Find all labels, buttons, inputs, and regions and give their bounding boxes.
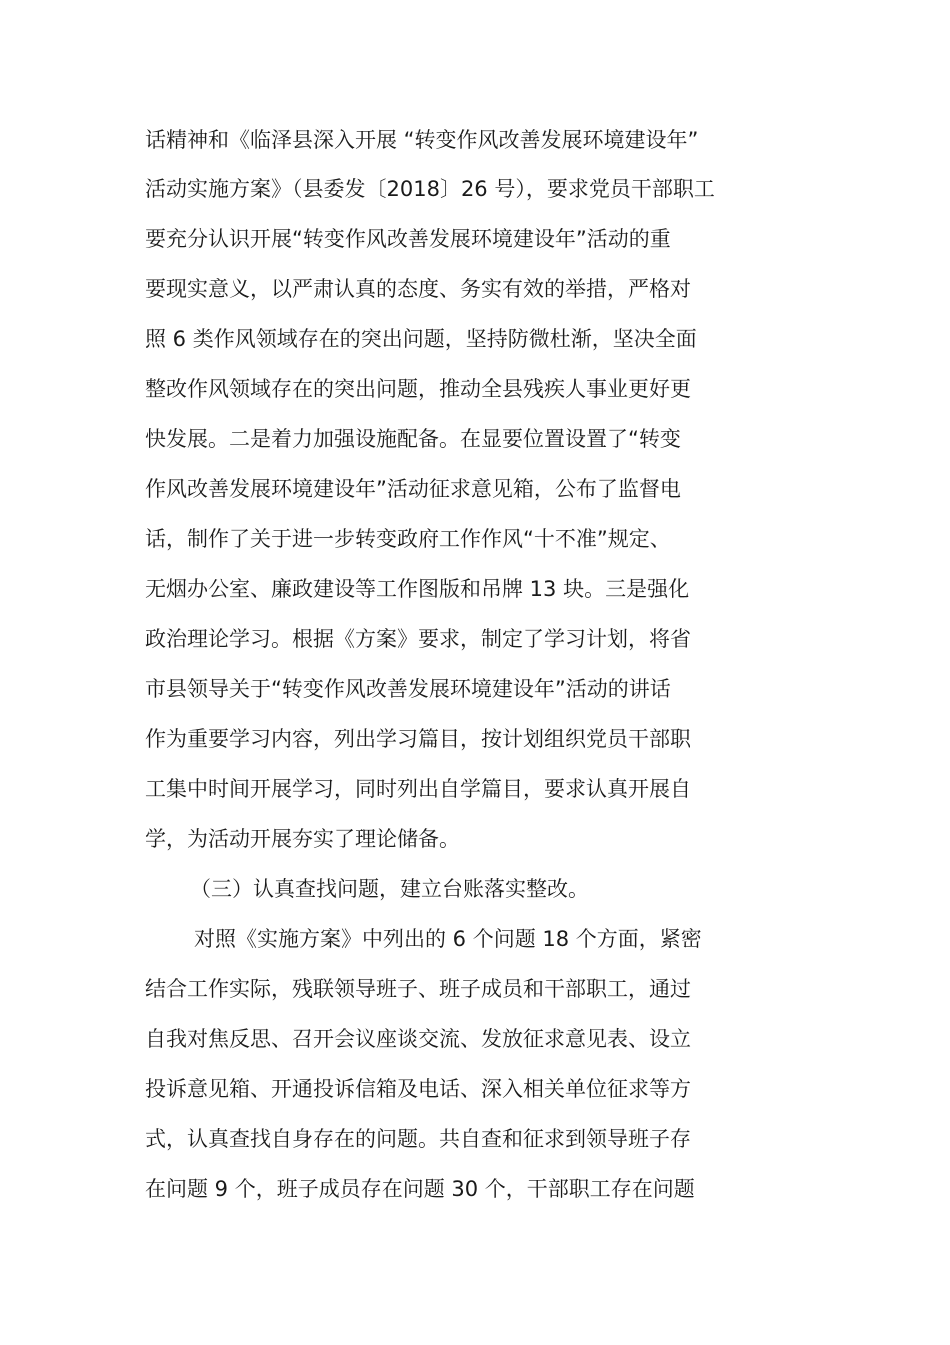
text-line: 自我对焦反思、召开会议座谈交流、发放征求意见表、设立	[145, 1027, 691, 1051]
text-line: 作风改善发展环境建设年”活动征求意见箱，公布了监督电	[145, 477, 681, 501]
text-line: 话精神和《临泽县深入开展 “转变作风改善发展环境建设年”	[145, 128, 699, 152]
text-line: 政治理论学习。根据《方案》要求，制定了学习计划，将省	[145, 627, 691, 651]
text-line: 学，为活动开展夯实了理论储备。	[145, 827, 460, 851]
text-line: 要充分认识开展“转变作风改善发展环境建设年”活动的重	[145, 227, 671, 251]
text-line: 对照《实施方案》中列出的 6 个问题 18 个方面，紧密	[194, 927, 702, 951]
text-line: 快发展。二是着力加强设施配备。在显要位置设置了“转变	[145, 427, 681, 451]
text-line: 作为重要学习内容，列出学习篇目，按计划组织党员干部职	[145, 727, 691, 751]
text-line: 结合工作实际，残联领导班子、班子成员和干部职工，通过	[145, 977, 691, 1001]
text-line: 投诉意见箱、开通投诉信箱及电话、深入相关单位征求等方	[145, 1077, 691, 1101]
text-line: 在问题 9 个，班子成员存在问题 30 个，干部职工存在问题	[145, 1177, 695, 1201]
section-heading: （三）认真查找问题，建立台账落实整改。	[190, 877, 589, 901]
text-line: 要现实意义，以严肃认真的态度、务实有效的举措，严格对	[145, 277, 691, 301]
text-line: 无烟办公室、廉政建设等工作图版和吊牌 13 块。三是强化	[145, 577, 690, 601]
text-line: 市县领导关于“转变作风改善发展环境建设年”活动的讲话	[145, 677, 671, 701]
text-line: 活动实施方案》（县委发〔2018〕26 号），要求党员干部职工	[145, 177, 715, 201]
text-line: 式，认真查找自身存在的问题。共自查和征求到领导班子存	[145, 1127, 691, 1151]
text-line: 工集中时间开展学习，同时列出自学篇目，要求认真开展自	[145, 777, 691, 801]
text-line: 话，制作了关于进一步转变政府工作作风“十不准”规定、	[145, 527, 671, 551]
text-line: 照 6 类作风领域存在的突出问题，坚持防微杜渐，坚决全面	[145, 327, 697, 351]
text-line: 整改作风领域存在的突出问题，推动全县残疾人事业更好更	[145, 377, 691, 401]
